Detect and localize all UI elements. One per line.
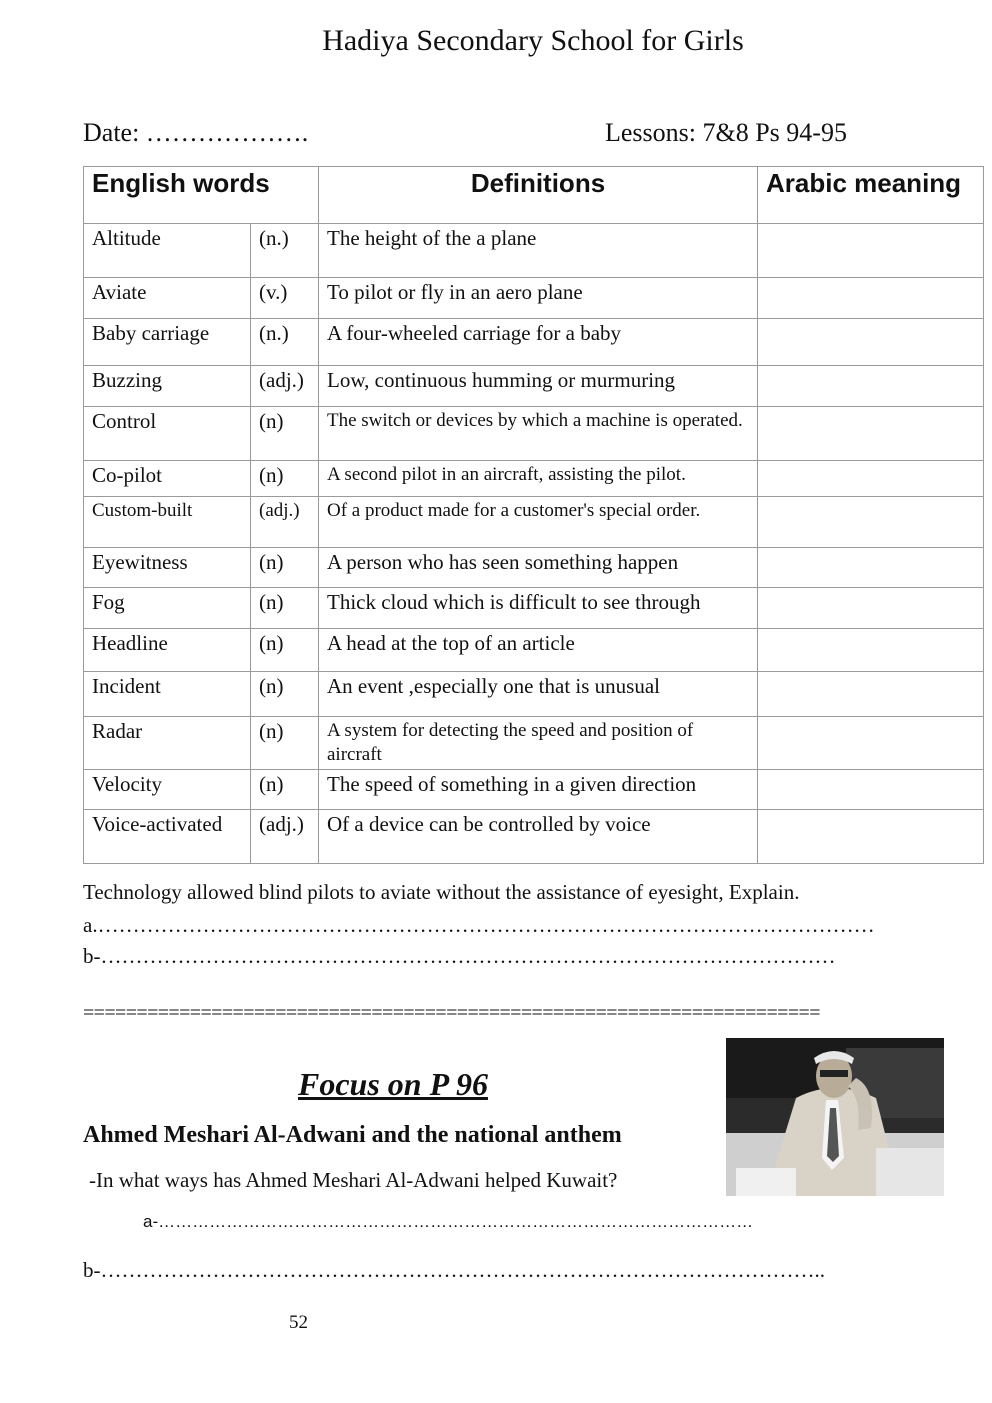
- word-cell: Custom-built: [84, 497, 251, 548]
- vocabulary-table: [83, 166, 984, 864]
- definition-cell: Low, continuous humming or murmuring: [319, 366, 758, 407]
- arabic-meaning-cell[interactable]: [758, 407, 984, 461]
- question-text: Technology allowed blind pilots to aviate without the assistance of eyesight, Explain.: [83, 880, 800, 904]
- definition-cell: A four-wheeled carriage for a baby: [319, 319, 758, 366]
- word-cell: Eyewitness: [84, 548, 251, 588]
- table-row: [84, 717, 984, 770]
- arabic-meaning-cell[interactable]: [758, 810, 984, 864]
- table-row: [84, 672, 984, 717]
- pos-cell: (n.): [251, 319, 319, 366]
- arabic-meaning-cell[interactable]: [758, 770, 984, 810]
- section-question: -In what ways has Ahmed Meshari Al-Adwani helped Kuwait?: [89, 1168, 618, 1192]
- table-row: [84, 588, 984, 629]
- arabic-meaning-cell[interactable]: [758, 319, 984, 366]
- pos-cell: (n): [251, 629, 319, 672]
- arabic-meaning-cell[interactable]: [758, 588, 984, 629]
- arabic-meaning-cell[interactable]: [758, 672, 984, 717]
- section-separator: =====================================================================: [83, 1002, 820, 1024]
- portrait-photo: [726, 1038, 944, 1196]
- word-cell: Control: [84, 407, 251, 461]
- answer-line-a[interactable]: a-……………………………………………………………………………………………: [143, 1212, 754, 1231]
- definition-cell: A system for detecting the speed and position of aircraft: [319, 717, 758, 770]
- school-title: Hadiya Secondary School for Girls: [322, 24, 744, 57]
- definition-cell: To pilot or fly in an aero plane: [319, 278, 758, 319]
- definition-cell: The height of the a plane: [319, 224, 758, 278]
- definition-cell: The switch or devices by which a machine is operated.: [319, 407, 758, 461]
- section-heading: Ahmed Meshari Al-Adwani and the national anthem: [83, 1122, 622, 1148]
- table-row: [84, 770, 984, 810]
- pos-cell: (n): [251, 717, 319, 770]
- pos-cell: (n): [251, 407, 319, 461]
- table-row: [84, 461, 984, 497]
- arabic-meaning-cell[interactable]: [758, 224, 984, 278]
- arabic-meaning-cell[interactable]: [758, 461, 984, 497]
- pos-cell: (n.): [251, 224, 319, 278]
- header-english-words: English words: [84, 167, 319, 224]
- word-cell: Baby carriage: [84, 319, 251, 366]
- answer-line-b[interactable]: b-……………………………………………………………………………………………: [83, 944, 836, 968]
- date-field: Date: ……………….: [83, 118, 309, 147]
- definition-cell: Of a device can be controlled by voice: [319, 810, 758, 864]
- answer-line-a[interactable]: a.…………………………………………………………………………………………………: [83, 913, 875, 937]
- word-cell: Incident: [84, 672, 251, 717]
- word-cell: Voice-activated: [84, 810, 251, 864]
- pos-cell: (n): [251, 588, 319, 629]
- table-row: [84, 366, 984, 407]
- lessons-label: Lessons: 7&8 Ps 94-95: [605, 118, 847, 147]
- arabic-meaning-cell[interactable]: [758, 278, 984, 319]
- word-cell: Buzzing: [84, 366, 251, 407]
- pos-cell: (n): [251, 461, 319, 497]
- arabic-meaning-cell[interactable]: [758, 717, 984, 770]
- pos-cell: (adj.): [251, 366, 319, 407]
- word-cell: Fog: [84, 588, 251, 629]
- pos-cell: (adj.): [251, 497, 319, 548]
- table-header-row: [84, 167, 984, 224]
- header-definitions: Definitions: [319, 167, 758, 224]
- pos-cell: (n): [251, 548, 319, 588]
- table-row: [84, 224, 984, 278]
- table-row: [84, 278, 984, 319]
- word-cell: Co-pilot: [84, 461, 251, 497]
- table-row: [84, 810, 984, 864]
- arabic-meaning-cell[interactable]: [758, 497, 984, 548]
- table-row: [84, 497, 984, 548]
- pos-cell: (n): [251, 770, 319, 810]
- definition-cell: A person who has seen something happen: [319, 548, 758, 588]
- pos-cell: (adj.): [251, 810, 319, 864]
- arabic-meaning-cell[interactable]: [758, 629, 984, 672]
- pos-cell: (v.): [251, 278, 319, 319]
- definition-cell: Thick cloud which is difficult to see through: [319, 588, 758, 629]
- word-cell: Radar: [84, 717, 251, 770]
- arabic-meaning-cell[interactable]: [758, 366, 984, 407]
- definition-cell: A second pilot in an aircraft, assisting the pilot.: [319, 461, 758, 497]
- pos-cell: (n): [251, 672, 319, 717]
- table-row: [84, 629, 984, 672]
- word-cell: Aviate: [84, 278, 251, 319]
- table-row: [84, 548, 984, 588]
- word-cell: Velocity: [84, 770, 251, 810]
- header-arabic-meaning: Arabic meaning: [758, 167, 984, 224]
- table-row: [84, 407, 984, 461]
- word-cell: Altitude: [84, 224, 251, 278]
- word-cell: Headline: [84, 629, 251, 672]
- definition-cell: An event ,especially one that is unusual: [319, 672, 758, 717]
- page-number: 52: [289, 1312, 308, 1333]
- arabic-meaning-cell[interactable]: [758, 548, 984, 588]
- definition-cell: A head at the top of an article: [319, 629, 758, 672]
- answer-line-b[interactable]: b-…………………………………………………………………………………………..: [83, 1258, 825, 1282]
- definition-cell: Of a product made for a customer's special order.: [319, 497, 758, 548]
- definition-cell: The speed of something in a given direction: [319, 770, 758, 810]
- focus-title: Focus on P 96: [298, 1066, 488, 1102]
- table-row: [84, 319, 984, 366]
- portrait-image: [726, 1038, 944, 1196]
